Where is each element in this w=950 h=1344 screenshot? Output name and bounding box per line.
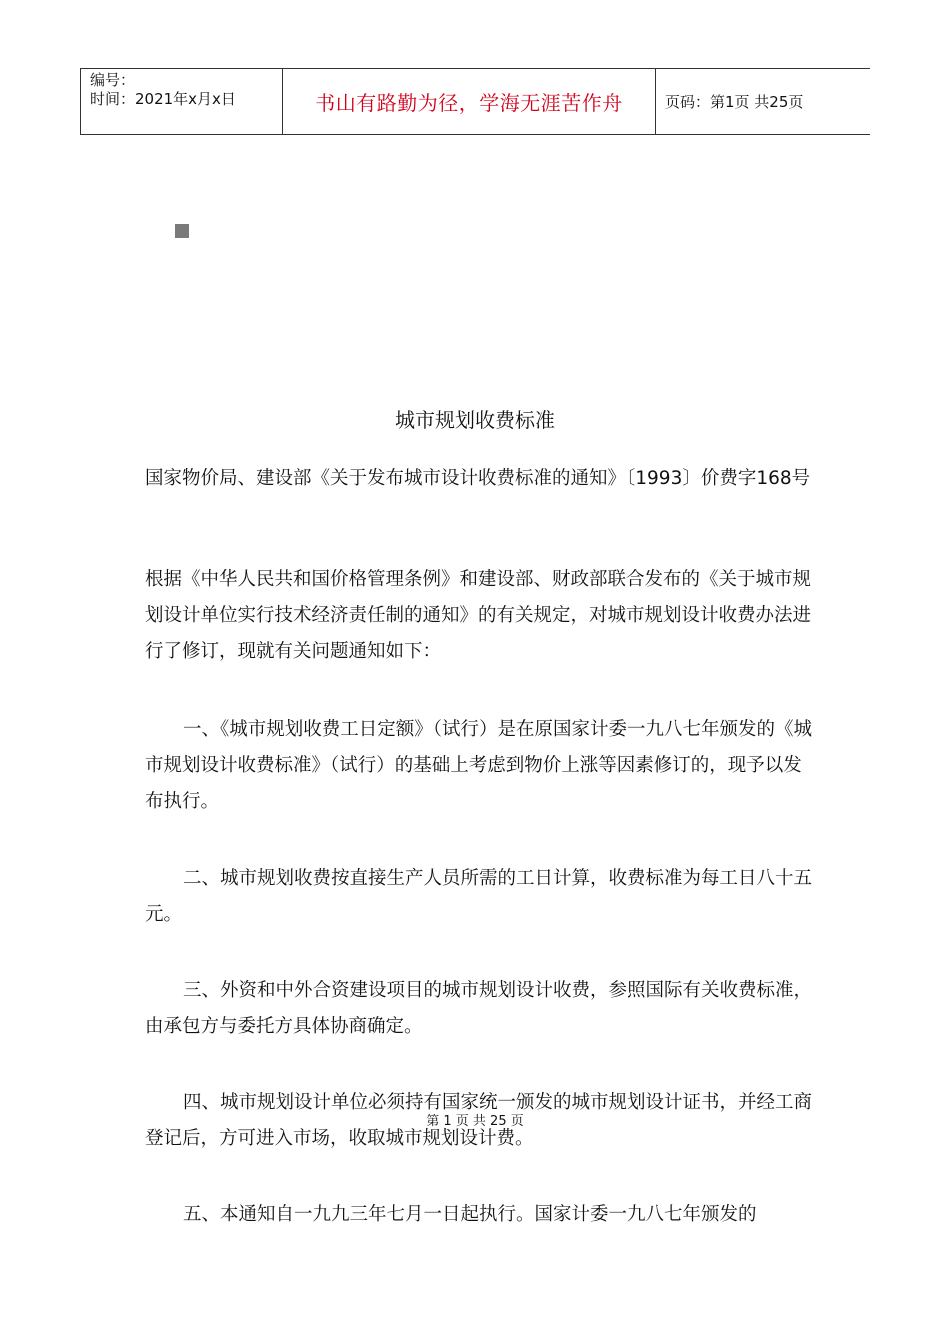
header-table	[80, 68, 870, 135]
paragraph-item-5: 五、本通知自一九九三年七月一日起执行。国家计委一九八七年颁发的	[183, 1204, 757, 1225]
motto-cell	[283, 69, 656, 134]
square-bullet-icon	[175, 224, 189, 238]
motto-text: 书山有路勤为径，学海无涯苦作舟	[315, 91, 623, 115]
page-footer: 第 1 页 共 25 页	[426, 1114, 524, 1129]
paragraph-item-1: 一、《城市规划收费工日定额》（试行）是在原国家计委一九八七年颁发的《城市规划设计收费标准》（试行）的基础上考虑到物价上涨等因素修订的，现予以发布执行。	[145, 719, 813, 812]
time-label: 时间：2021年x月x日	[90, 90, 236, 108]
paragraph-intro: 根据《中华人民共和国价格管理条例》和建设部、财政部联合发布的《关于城市规划设计单位实行技术经济责任制的通知》的有关规定，对城市规划设计收费办法进行了修订，现就有关问题通知如下：	[145, 569, 812, 662]
document-title: 城市规划收费标准	[395, 408, 555, 432]
document-source: 国家物价局、建设部《关于发布城市设计收费标准的通知》〔1993〕价费字168号	[145, 468, 811, 489]
number-label: 编号：	[90, 71, 136, 89]
paragraph-item-3: 三、外资和中外合资建设项目的城市规划设计收费，参照国际有关收费标准，由承包方与委托方具体协商确定。	[145, 980, 813, 1037]
paragraph-item-2: 二、城市规划收费按直接生产人员所需的工日计算，收费标准为每工日八十五元。	[145, 868, 813, 925]
page-label: 页码：第1页 共25页	[665, 93, 804, 111]
page-cell	[656, 69, 870, 134]
paragraph-item-4: 四、城市规划设计单位必须持有国家统一颁发的城市规划设计证书，并经工商登记后，方可进入市场，收取城市规划设计费。	[145, 1092, 813, 1149]
header-meta-cell	[81, 69, 283, 134]
